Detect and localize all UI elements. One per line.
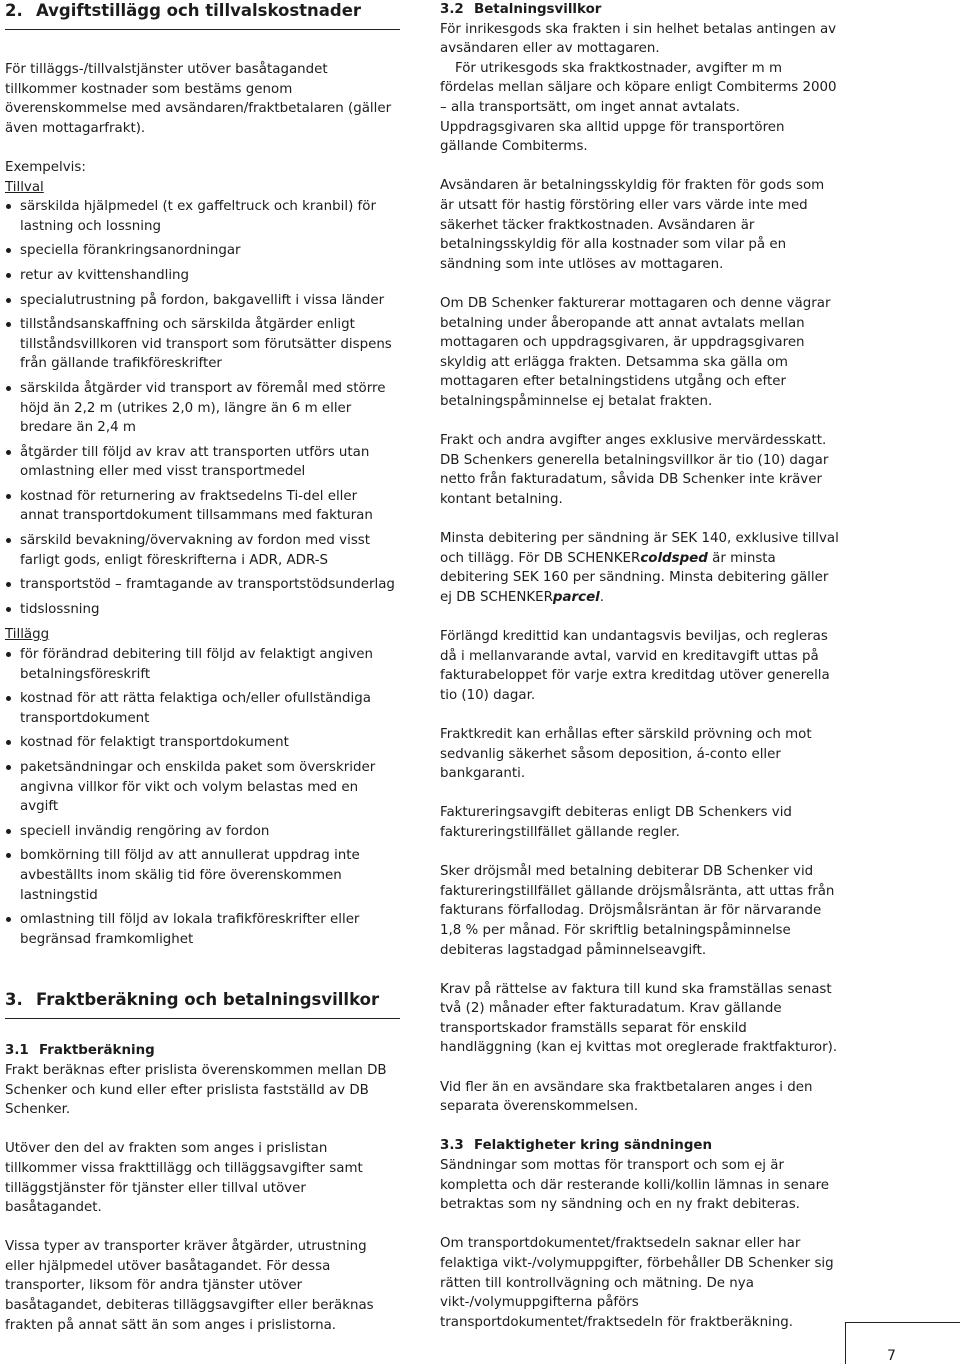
subsection-number: 3.3: [440, 1138, 464, 1154]
paragraph: Utöver den del av frakten som anges i prislistan tillkommer vissa frakttillägg och tilläggsavgifter samt tilläggstjänster för tjänster eller tillval utöver basåtagandet.: [5, 1141, 363, 1216]
paragraph: För inrikesgods ska frakten i sin helhet betalas antingen av avsändaren eller av mottagaren.: [440, 21, 837, 57]
list-item: åtgärder till följd av krav att transporten utförs utan omlastning eller med visst transportmedel: [5, 443, 400, 482]
paragraph: Avsändaren är betalningsskyldig för frakten för gods som är utsatt för hastig förstöring eller vars värde inte med säkerhet täcker fraktkostnaden. Avsändaren är betalningsskyldig för alla kostnader som vilar på en sändning som inte utlöses av mottagaren.: [440, 178, 825, 272]
list-item: särskild bevakning/övervakning av fordon med visst farligt gods, enligt föreskrifterna i ADR, ADR-S: [5, 531, 400, 570]
section-number: 2.: [5, 1, 23, 20]
tillval-list: [5, 197, 400, 619]
tillagg-heading: Tillägg: [5, 627, 50, 643]
paragraph: Frakt och andra avgifter anges exklusive mervärdesskatt. DB Schenkers generella betalningsvillkor är tio (10) dagar netto från fakturadatum, såvida DB Schenker inte kräver kontant betalning.: [440, 433, 829, 507]
paragraph: Fraktkredit kan erhållas efter särskild prövning och mot sedvanlig säkerhet såsom deposition, á-conto eller bankgaranti.: [440, 726, 812, 782]
subsection-number: 3.1: [5, 1043, 29, 1059]
subsection-3-1-heading: [5, 1041, 400, 1061]
paragraph: För utrikesgods ska fraktkostnader, avgifter m m fördelas mellan säljare och köpare enligt Combiterms 2000 – alla transportsätt, om inget annat avtalats. Uppdragsgivaren ska alltid uppge för transportören gällande Combiterms.: [440, 60, 837, 155]
paragraph: [440, 529, 840, 607]
text-run: .: [599, 589, 605, 605]
list-item: paketsändningar och enskilda paket som överskrider angivna villkor för vikt och volym belastas med en avgift: [5, 758, 400, 817]
section-number: 3.: [5, 990, 23, 1010]
list-item: tidslossning: [5, 600, 400, 620]
paragraph: Krav på rättelse av faktura till kund ska framställas senast två (2) månader efter fakturadatum. Krav gällande transportskador framställs separat för enskild handläggning (kan ej kvittas mot oreglerade fraktfakturor).: [440, 981, 838, 1056]
list-item: särskilda åtgärder vid transport av föremål med större höjd än 2,2 m (utrikes 2,0 m), längre än 6 m eller bredare än 2,4 m: [5, 379, 400, 438]
section-title: Fraktberäkning och betalningsvillkor: [36, 990, 380, 1010]
list-item: speciell invändig rengöring av fordon: [5, 822, 400, 842]
subsection-title: Betalningsvillkor: [474, 2, 602, 17]
brand-suffix-coldsped: coldsped: [640, 550, 708, 566]
paragraph: Faktureringsavgift debiteras enligt DB Schenkers vid faktureringstillfället gällande regler.: [440, 805, 792, 840]
paragraph: Sändningar som mottas för transport och som ej är kompletta och där resterande kolli/kollin lämnas in senare betraktas som ny sändning och en ny frakt debiteras.: [440, 1158, 830, 1213]
list-item: för förändrad debitering till följd av felaktigt angiven betalningsföreskrift: [5, 645, 400, 684]
paragraph: Sker dröjsmål med betalning debiterar DB Schenker vid faktureringstillfället gällande dröjsmålsränta, att uttas från fakturans förfallodag. Dröjsmålsräntan är för närvarande 1,8 % per månad. För skriftlig betalningspåminnelse debiteras lagstadgad påminnelseavgift.: [440, 864, 835, 958]
paragraph: Vissa typer av transporter kräver åtgärder, utrustning eller hjälpmedel utöver basåtagandet. För dessa transporter, liksom för andra tjänster utöver basåtagandet, debiteras tilläggsavgifter eller beräknas frakten på annat sätt än som anges i prislistorna.: [5, 1239, 374, 1333]
page-number: 7: [887, 1348, 896, 1364]
list-item: tillståndsanskaffning och särskilda åtgärder enligt tillståndsvillkoren vid transport som förutsätter dispens från gällande trafikföreskrifter: [5, 315, 400, 374]
text-run: är minsta debitering SEK 160 per sändning. Minsta debitering gäller ej DB SCHENKER: [440, 550, 829, 605]
list-item: speciella förankringsanordningar: [5, 241, 400, 261]
section-3-heading: [5, 989, 400, 1019]
list-item: transportstöd – framtagande av transportstödsunderlag: [5, 575, 400, 595]
tillval-heading: Tillval: [5, 179, 44, 195]
footer-rule-vertical: [845, 1322, 846, 1364]
brand-suffix-parcel: parcel: [552, 589, 600, 605]
paragraph: Frakt beräknas efter prislista överenskommen mellan DB Schenker och kund eller efter prislista fastställd av DB Schenker.: [5, 1062, 387, 1118]
list-item: bomkörning till följd av att annullerat uppdrag inte avbeställts inom skälig tid före överenskommen lastningstid: [5, 846, 400, 905]
subsection-number: 3.2: [440, 2, 464, 17]
section-2-heading: [5, 0, 400, 30]
section-title: Avgiftstillägg och tillvalskostnader: [36, 1, 362, 20]
list-item: kostnad för returnering av fraktsedelns Ti-del eller annat transportdokument tillsammans med fakturan: [5, 487, 400, 526]
tillagg-list: [5, 645, 400, 949]
list-item: särskilda hjälpmedel (t ex gaffeltruck och kranbil) för lastning och lossning: [5, 197, 400, 236]
list-item: specialutrustning på fordon, bakgavellift i vissa länder: [5, 291, 400, 311]
list-item: retur av kvittenshandling: [5, 266, 400, 286]
example-label: Exempelvis:: [5, 159, 86, 175]
list-item: kostnad för felaktigt transportdokument: [5, 733, 400, 753]
subsection-3-3-heading: [440, 1136, 840, 1156]
subsection-3-2-heading: [440, 0, 840, 20]
right-column: [440, 0, 840, 1352]
footer-rule: [845, 1322, 960, 1323]
paragraph: Förlängd kredittid kan undantagsvis beviljas, och regleras då i mellanvarande avtal, varvid en kreditavgift uttas på fakturabeloppet för varje extra kreditdag utöver generella tio (10) dagar.: [440, 629, 830, 703]
paragraph: Vid fler än en avsändare ska fraktbetalaren anges i den separata överenskommelsen.: [440, 1079, 813, 1115]
left-column: [5, 0, 400, 1355]
text-run: Minsta debitering per sändning är SEK 140, exklusive tillval och tillägg. För DB SCHENKER: [440, 531, 839, 566]
paragraph: Om DB Schenker fakturerar mottagaren och denne vägrar betalning under åberopande att annat avtalats mellan mottagaren och uppdragsgivaren, är uppdragsgivaren skyldig att erlägga frakten. Detsamma ska gälla om mottagaren efter betalningstidens utgång och efter betalningspåminnelse ej betalat frakten.: [440, 295, 831, 409]
list-item: kostnad för att rätta felaktiga och/eller ofullständiga transportdokument: [5, 689, 400, 728]
subsection-title: Felaktigheter kring sändningen: [474, 1138, 713, 1154]
section-2-intro: För tilläggs-/tillvalstjänster utöver basåtagandet tillkommer kostnader som bestäms genom överenskommelse med avsändaren/fraktbetalaren (gäller även mottagarfrakt).: [5, 62, 392, 136]
subsection-title: Fraktberäkning: [39, 1043, 155, 1059]
paragraph: Om transportdokumentet/fraktsedeln saknar eller har felaktiga vikt-/volymuppgifter, förbehåller DB Schenker sig rätten till kontrollvägning och mätning. De nya vikt-/volymuppgifterna påförs transportdokumentet/fraktsedeln för fraktberäkning.: [440, 1236, 834, 1330]
list-item: omlastning till följd av lokala trafikföreskrifter eller begränsad framkomlighet: [5, 910, 400, 949]
